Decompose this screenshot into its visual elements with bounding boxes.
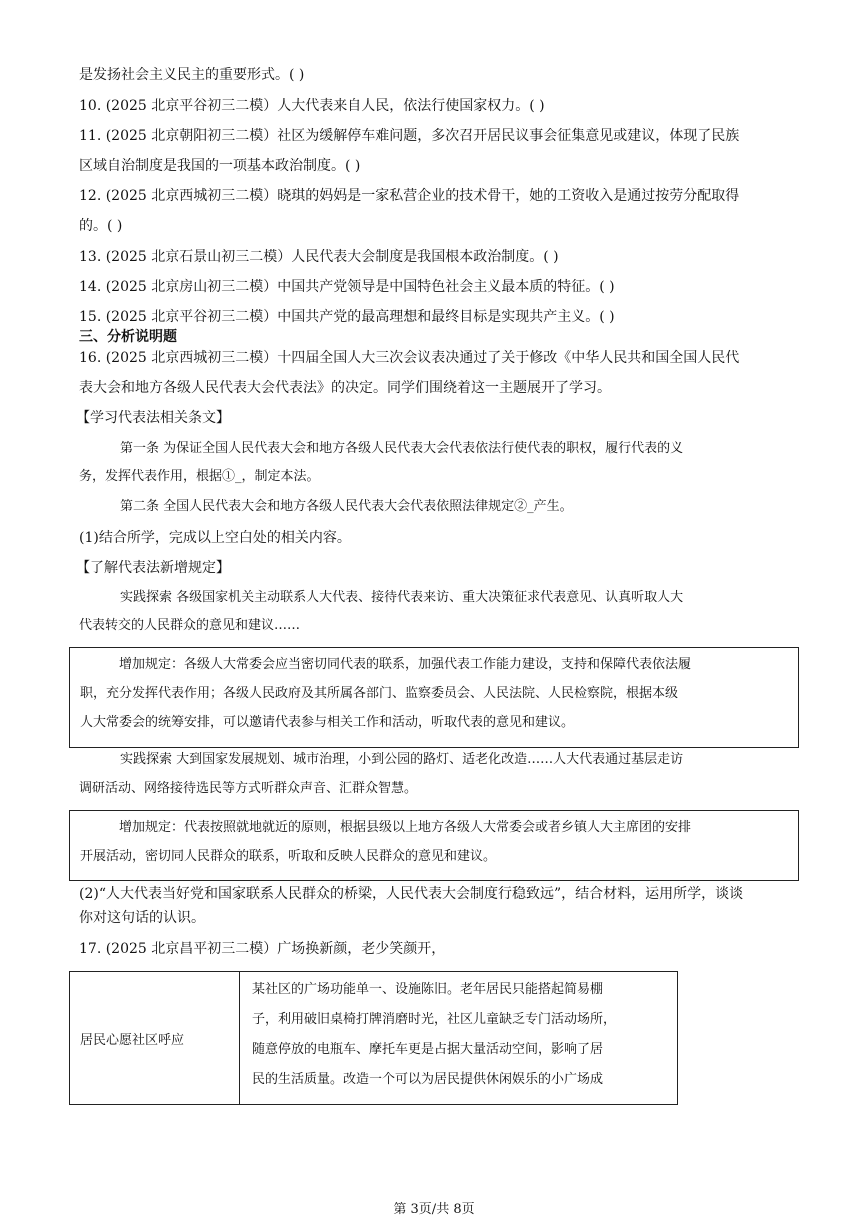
subquestion-2-cont: 你对这句话的认识。 (79, 910, 205, 926)
text-line: 是发扬社会主义民主的重要形式。( ) (79, 67, 305, 83)
provision-2-line: 开展活动，密切同人民群众的联系，听取和反映人民群众的意见和建议。 (80, 849, 497, 864)
practice-1: 实践探索 各级国家机关主动联系人大代表、接待代表来访、重大决策征求代表意见、认真听取人大 (120, 590, 684, 605)
question-10: 10. (2025 北京平谷初三二模）人大代表来自人民，依法行使国家权力。( ) (79, 98, 545, 114)
question-12-cont: 的。( ) (79, 218, 123, 234)
provision-1-line: 增加规定：各级人大常委会应当密切同代表的联系，加强代表工作能力建设，支持和保障代表依法履 (119, 657, 692, 672)
provision-box-2 (69, 810, 799, 881)
table-left-cell: 居民心愿社区呼应 (70, 972, 240, 1105)
article-1: 第一条 为保证全国人民代表大会和地方各级人民代表大会代表依法行使代表的职权，履行代表的义 (120, 441, 684, 456)
page-number: 第 3页/共 8页 (393, 1202, 475, 1217)
question-15: 15. (2025 北京平谷初三二模）中国共产党的最高理想和最终目标是实现共产主义。( ) (79, 309, 615, 325)
article-1-cont: 务，发挥代表作用，根据①_，制定本法。 (79, 469, 320, 484)
subquestion-1: (1)结合所学，完成以上空白处的相关内容。 (79, 530, 351, 546)
practice-2: 实践探索 大到国家发展规划、城市治理，小到公园的路灯、适老化改造……人大代表通过基层走访 (120, 752, 684, 767)
provision-1-line: 人大常委会的统筹安排，可以邀请代表参与相关工作和活动，听取代表的意见和建议。 (80, 715, 575, 730)
question-13: 13. (2025 北京石景山初三二模）人民代表大会制度是我国根本政治制度。( ) (79, 249, 559, 265)
subheading-2: 【了解代表法新增规定】 (76, 560, 230, 576)
material-table (69, 971, 678, 1105)
question-11: 11. (2025 北京朝阳初三二模）社区为缓解停车难问题，多次召开居民议事会征集意见或建议，体现了民族 (79, 128, 740, 144)
table-text-line: 随意停放的电瓶车、摩托车更是占据大量活动空间，影响了居 (252, 1042, 604, 1057)
subheading-1: 【学习代表法相关条文】 (76, 410, 230, 426)
practice-1-cont: 代表转交的人民群众的意见和建议…… (79, 618, 301, 633)
question-12: 12. (2025 北京西城初三二模）晓琪的妈妈是一家私营企业的技术骨干，她的工资收入是通过按劳分配取得 (79, 188, 740, 204)
question-16: 16. (2025 北京西城初三二模）十四届全国人大三次会议表决通过了关于修改《中华人民共和国全国人民代 (79, 350, 740, 366)
article-2: 第二条 全国人民代表大会和地方各级人民代表大会代表依照法律规定②_产生。 (120, 499, 573, 514)
subquestion-2: (2)“人大代表当好党和国家联系人民群众的桥梁，人民代表大会制度行稳致远”，结合材料，运用所学，谈谈 (79, 886, 744, 902)
question-11-cont: 区域自治制度是我国的一项基本政治制度。( ) (79, 158, 361, 174)
table-text-line: 民的生活质量。改造一个可以为居民提供休闲娱乐的小广场成 (252, 1072, 604, 1087)
question-16-cont: 表大会和地方各级人民代表大会代表法》的决定。同学们围绕着这一主题展开了学习。 (79, 380, 611, 396)
table-text-line: 子，利用破旧桌椅打牌消磨时光，社区儿童缺乏专门活动场所， (252, 1012, 617, 1027)
table-text-line: 某社区的广场功能单一、设施陈旧。老年居民只能搭起简易棚 (252, 982, 604, 997)
provision-1-line: 职，充分发挥代表作用；各级人民政府及其所属各部门、监察委员会、人民法院、人民检察院，根据本级 (80, 686, 679, 701)
table-right-cell (240, 972, 678, 1105)
question-14: 14. (2025 北京房山初三二模）中国共产党领导是中国特色社会主义最本质的特征。( ) (79, 279, 615, 295)
question-17: 17. (2025 北京昌平初三二模）广场换新颜，老少笑颜开， (79, 941, 446, 957)
provision-box-1 (69, 647, 799, 748)
section-heading: 三、分析说明题 (79, 329, 177, 345)
practice-2-cont: 调研活动、网络接待选民等方式听群众声音、汇群众智慧。 (79, 781, 418, 796)
provision-2-line: 增加规定：代表按照就地就近的原则，根据县级以上地方各级人大常委会或者乡镇人大主席团的安排 (119, 820, 692, 835)
